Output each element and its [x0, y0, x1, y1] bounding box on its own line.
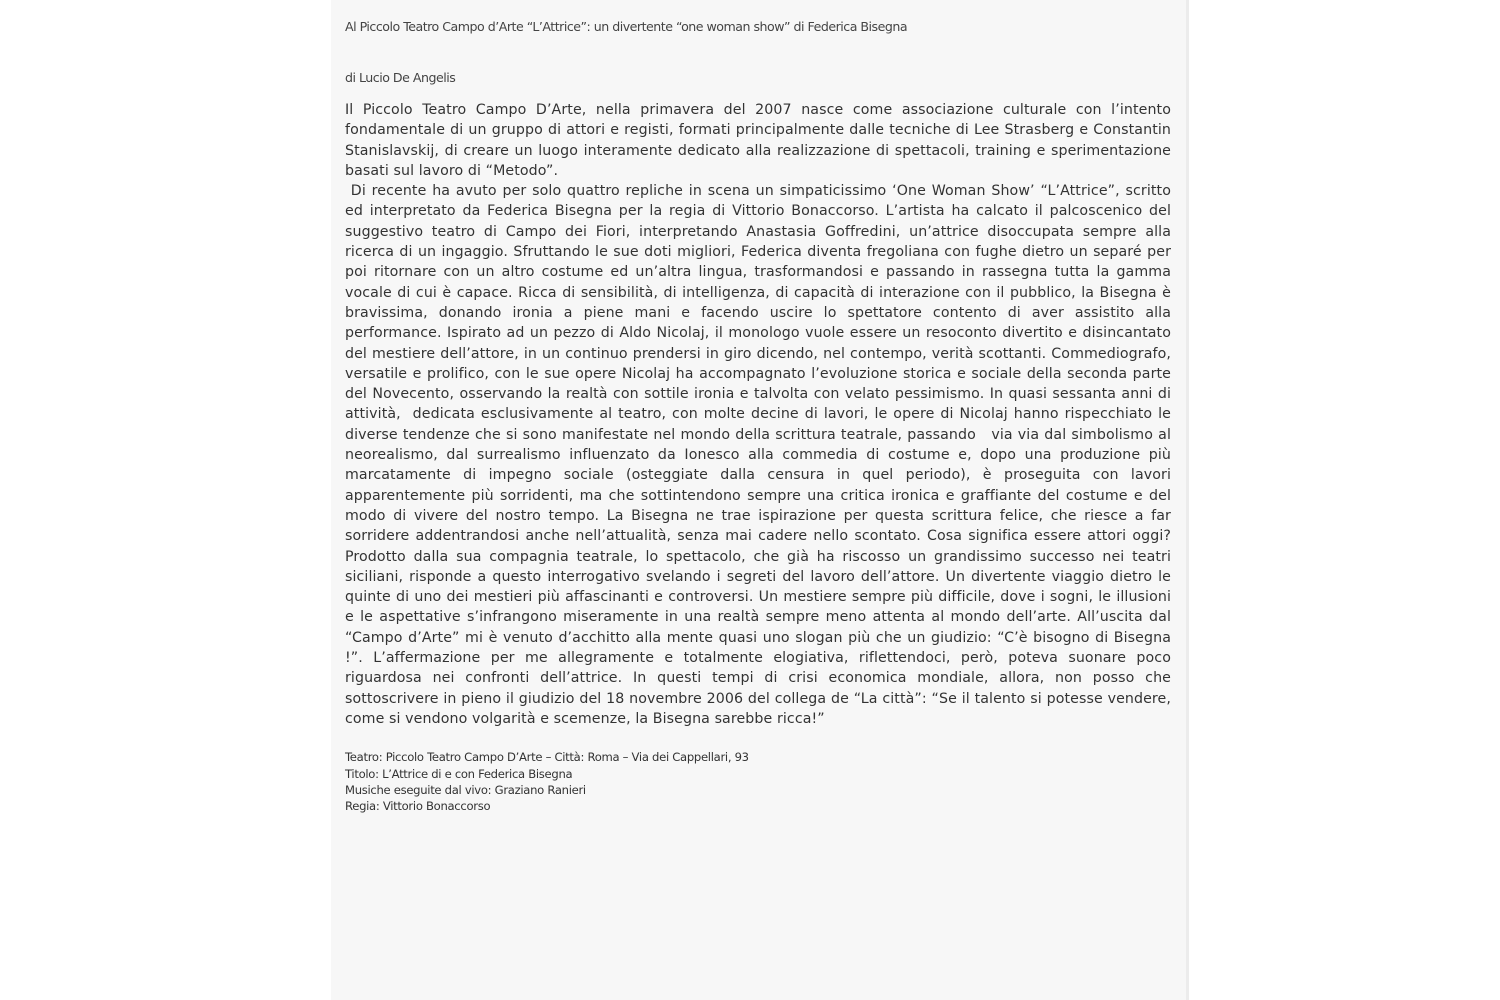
credit-music: Musiche eseguite dal vivo: Graziano Ranieri [345, 782, 586, 797]
document-page [331, 0, 1189, 1000]
article-headline: Al Piccolo Teatro Campo d’Arte “L’Attrice”: un divertente “one woman show” di Federica Bisegna [345, 19, 908, 34]
credit-theatre: Teatro: Piccolo Teatro Campo D’Arte – Città: Roma – Via dei Cappellari, 93 [345, 750, 749, 765]
article [345, 18, 1176, 814]
article-byline: di Lucio De Angelis [345, 70, 456, 85]
article-paragraph-1: Il Piccolo Teatro Campo D’Arte, nella primavera del 2007 nasce come associazione culturale con l’intento fondamentale di un gruppo di attori e registi, formati principalmente dalle tecniche di Lee Strasberg e Constantin Stanislavskij, di creare un luogo interamente dedicato alla realizzazione di spettacoli, training e sperimentazione basati sul lavoro di “Metodo”. [345, 102, 1176, 179]
production-credits [345, 749, 1171, 814]
credit-title: Titolo: L’Attrice di e con Federica Bisegna [345, 766, 573, 781]
credit-director: Regia: Vittorio Bonaccorso [345, 799, 491, 814]
article-paragraph-2: Di recente ha avuto per solo quattro repliche in scena un simpaticissimo ‘One Woman Show’ “L’Attrice”, scritto ed interpretato da Federica Bisegna per la regia di Vittorio Bonaccorso. L’artista ha calcato il palcoscenico del suggestivo teatro di Campo dei Fiori, interpretando Anastasia Goffredini, un’attrice disoccupata sempre alla ricerca di un ingaggio. Sfruttando le sue doti migliori, Federica diventa fregoliana con fughe dietro un separé per poi ritornare con un altro costume ed un’altra lingua, trasformandosi e passando in rassegna tutta la gamma vocale di cui è capace. Ricca di sensibilità, di intelligenza, di capacità di interazione con il pubblico, la Bisegna è bravissima, donando ironia a piene mani e facendo uscire lo spettatore contento di aver assistito alla performance. Ispirato ad un pezzo di Aldo Nicolaj, il monologo vuole essere un resoconto divertito e disincantato del mestiere dell’attore, in un continuo prendersi in giro dicendo, nel contempo, verità scottanti. Commediografo, versatile e prolifico, con le sue opere Nicolaj ha accompagnato l’evoluzione storica e sociale della seconda parte del Novecento, osservando la realtà con sottile ironia e talvolta con velato pessimismo. In quasi sessanta anni di attività, dedicata esclusivamente al teatro, con molte decine di lavori, le opere di Nicolaj hanno rispecchiato le diverse tendenze che si sono manifestate nel mondo della scrittura teatrale, passando via via dal simbolismo al neorealismo, dal surrealismo influenzato da Ionesco alla commedia di costume e, dopo una produzione più marcatamente di impegno sociale (osteggiate dalla censura in quel periodo), è proseguita con lavori apparentemente più sorridenti, ma che sottintendono sempre una critica ironica e graffiante del costume e del modo di vivere del nostro tempo. La Bisegna ne trae ispirazione per questa scrittura felice, che riesce a far sorridere addentrandosi anche nell’attualità, senza mai cadere nello scontato. Cosa significa essere attori oggi? Prodotto dalla sua compagnia teatrale, lo spettacolo, che già ha riscosso un grandissimo successo nei teatri siciliani, risponde a questo interrogativo svelando i segreti del lavoro dell’attore. Un divertente viaggio dietro le quinte di uno dei mestieri più affascinanti e controversi. Un mestiere sempre più difficile, dove i sogni, le illusioni e le aspettative s’infrangono miseramente in una realtà sempre meno attenta al mondo dell’arte. All’uscita dal “Campo d’Arte” mi è venuto d’acchitto alla mente quasi uno slogan più che un giudizio: “C’è bisogno di Bisegna !”. L’affermazione per me allegramente e totalmente elogiativa, riflettendoci, però, poteva suonare poco riguardosa nei confronti dell’attrice. In questi tempi di crisi economica mondiale, allora, non posso che sottoscrivere in pieno il giudizio del 18 novembre 2006 del collega de “La città”: “Se il talento si potesse vendere, come si vendono volgarità e scemenze, la Bisegna sarebbe ricca!” [345, 183, 1176, 727]
article-body [345, 100, 1176, 729]
